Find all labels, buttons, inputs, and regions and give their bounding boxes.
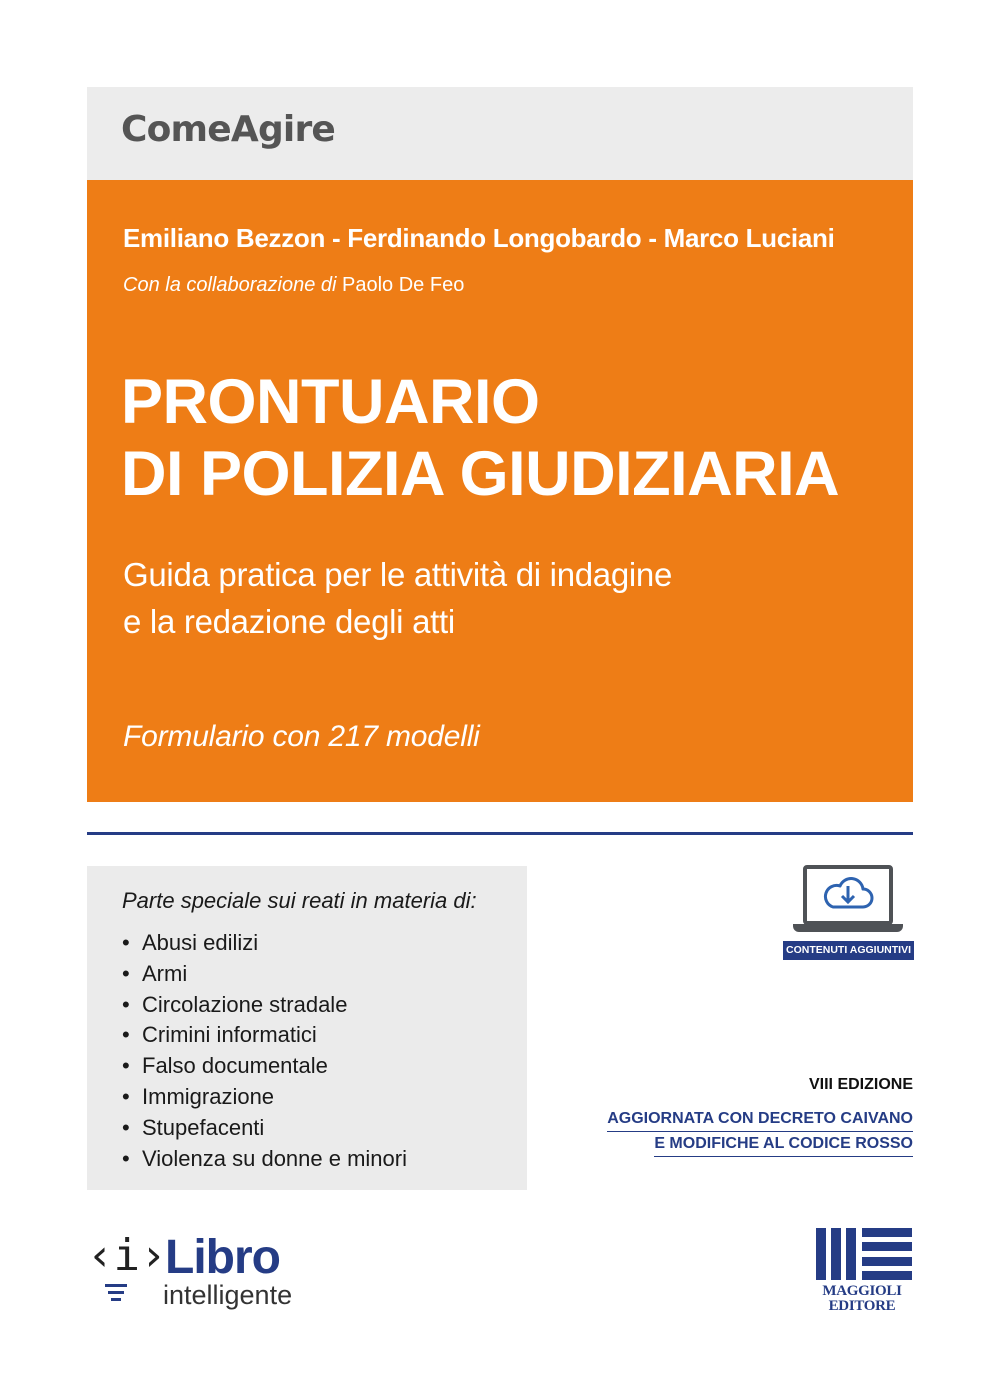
- topics-list: [122, 928, 407, 1174]
- list-item: [122, 1144, 407, 1175]
- bullet: •: [122, 1145, 130, 1171]
- ilibro-lines-icon: [105, 1284, 127, 1305]
- formulario-note: Formulario con 217 modelli: [123, 720, 480, 753]
- bullet: •: [122, 960, 130, 986]
- laptop-icon: [803, 865, 893, 925]
- list-item: [122, 959, 407, 990]
- topics-box: [87, 866, 527, 1190]
- list-item: [122, 1051, 407, 1082]
- publisher-name-line-1: MAGGIOLI: [822, 1283, 902, 1299]
- list-item-label: Circolazione stradale: [142, 991, 348, 1017]
- list-item: [122, 1020, 407, 1051]
- cloud-download-icon: [807, 869, 889, 921]
- collaboration-line: [123, 274, 464, 297]
- bullet: •: [122, 1114, 130, 1140]
- authors: Emiliano Bezzon - Ferdinando Longobardo - Marco Luciani: [123, 223, 835, 253]
- bullet: •: [122, 930, 130, 955]
- list-item-label: Abusi edilizi: [142, 930, 259, 955]
- list-item: [122, 990, 407, 1021]
- book-title-line-1: PRONTUARIO: [121, 367, 540, 437]
- extra-content-label: CONTENUTI AGGIUNTIVI: [783, 941, 914, 960]
- collaborator-name: Paolo De Feo: [342, 274, 465, 296]
- update-note-line-1: AGGIORNATA CON DECRETO CAIVANO: [607, 1107, 913, 1132]
- book-subtitle-line-1: Guida pratica per le attività di indagine: [123, 556, 673, 593]
- ilibro-word: Libro: [165, 1231, 280, 1284]
- bullet: •: [122, 1083, 130, 1109]
- list-item: [122, 928, 407, 959]
- list-item: [122, 1113, 407, 1144]
- book-title-line-2: DI POLIZIA GIUDIZIARIA: [121, 439, 840, 509]
- ilibro-bracket-icon: ‹i›: [87, 1230, 167, 1281]
- ilibro-logo: [87, 1232, 347, 1322]
- list-item: [122, 1082, 407, 1113]
- publisher-mark-icon: [816, 1228, 912, 1280]
- laptop-base: [793, 924, 903, 932]
- list-item-label: Armi: [142, 960, 188, 986]
- series-band: [87, 87, 913, 180]
- bullet: •: [122, 1022, 130, 1048]
- bullet: •: [122, 1053, 130, 1079]
- series-name: ComeAgire: [121, 109, 336, 150]
- topics-heading: Parte speciale sui reati in materia di:: [122, 888, 477, 913]
- publisher-logo: [810, 1228, 914, 1316]
- list-item-label: Stupefacenti: [142, 1114, 265, 1140]
- extra-content-badge: [783, 865, 914, 960]
- list-item-label: Violenza su donne e minori: [142, 1145, 407, 1171]
- update-note: [607, 1107, 913, 1157]
- publisher-name: [810, 1284, 914, 1314]
- title-block: [87, 180, 913, 802]
- book-subtitle-line-2: e la redazione degli atti: [123, 603, 455, 640]
- list-item-label: Immigrazione: [142, 1083, 275, 1109]
- collaboration-prefix: Con la collaborazione di: [123, 274, 337, 296]
- book-subtitle: [123, 551, 672, 645]
- list-item-label: Falso documentale: [142, 1053, 328, 1079]
- publisher-name-line-2: EDITORE: [828, 1298, 896, 1314]
- update-note-line-2: E MODIFICHE AL CODICE ROSSO: [654, 1132, 913, 1157]
- ilibro-sub: intelligente: [163, 1280, 293, 1310]
- book-title: [121, 366, 839, 510]
- bullet: •: [122, 991, 130, 1017]
- list-item-label: Crimini informatici: [142, 1022, 317, 1048]
- edition-label: VIII EDIZIONE: [808, 1076, 913, 1093]
- divider: [87, 832, 913, 835]
